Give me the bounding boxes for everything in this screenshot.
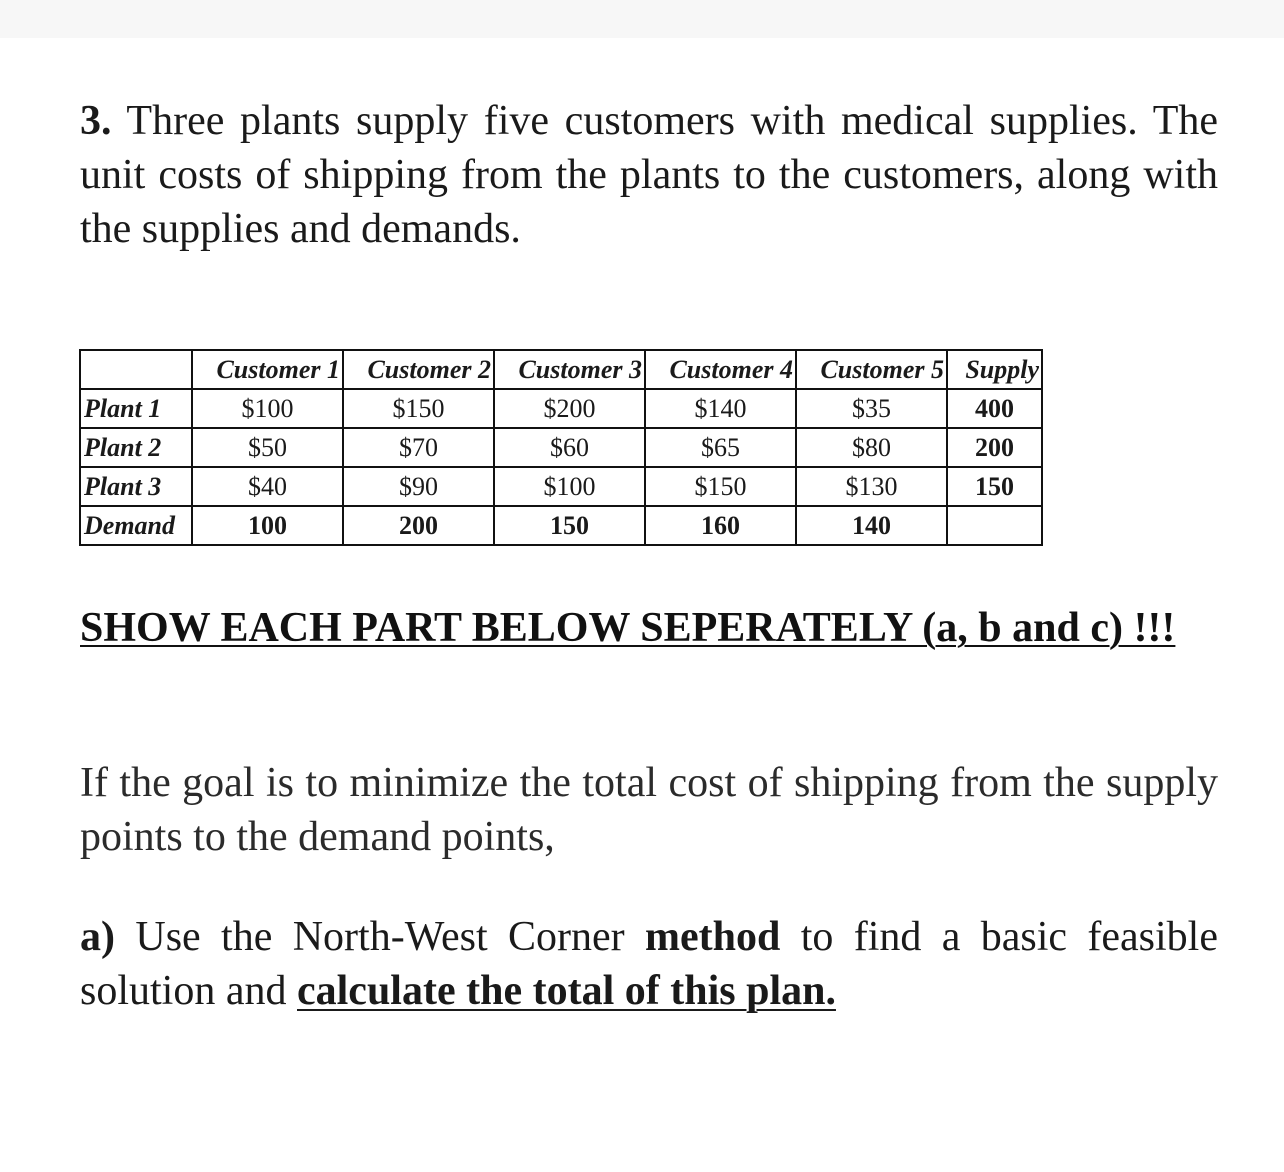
demand-cell: 200 [343,506,494,545]
cost-cell: $150 [645,467,796,506]
table-row [80,428,1042,467]
cost-cell: $130 [796,467,947,506]
part-a-text-2: to find a basic feasible solution and [80,914,1218,1014]
part-a-text-1: Use the North-West Corner [115,914,645,960]
part-a-method-word: method [644,914,781,960]
cost-cell: $65 [645,428,796,467]
demand-cell: 160 [645,506,796,545]
show-each-part-heading: SHOW EACH PART BELOW SEPERATELY (a, b and c) !!! [80,605,1176,651]
goal-paragraph: If the goal is to minimize the total cost of shipping from the supply points to the demand points, [80,760,1218,860]
shipping-cost-table [79,349,1043,546]
table-header-row [80,350,1042,389]
header-cell: Customer 4 [645,350,796,389]
intro-text: Three plants supply five customers with medical supplies. The unit costs of shipping from the plants to the customers, along with the supplies and demands. [80,98,1218,252]
table-row [80,389,1042,428]
row-label: Plant 1 [80,389,192,428]
cost-cell: $150 [343,389,494,428]
supply-cell: 200 [947,428,1042,467]
question-number: 3. [80,98,112,144]
demand-supply-empty-cell [947,506,1042,545]
part-a-label: a) [80,914,115,960]
cost-cell: $200 [494,389,645,428]
row-label: Plant 2 [80,428,192,467]
supply-cell: 400 [947,389,1042,428]
header-cell: Customer 3 [494,350,645,389]
row-label: Plant 3 [80,467,192,506]
table-row [80,467,1042,506]
part-a-paragraph [80,910,1218,1018]
header-cell-empty [80,350,192,389]
cost-cell: $40 [192,467,343,506]
cost-cell: $70 [343,428,494,467]
intro-paragraph [80,94,1218,256]
header-cell-supply: Supply [947,350,1042,389]
cost-cell: $35 [796,389,947,428]
row-label: Demand [80,506,192,545]
header-cell: Customer 5 [796,350,947,389]
cost-cell: $60 [494,428,645,467]
demand-cell: 100 [192,506,343,545]
cost-cell: $100 [192,389,343,428]
cost-cell: $90 [343,467,494,506]
cost-cell: $140 [645,389,796,428]
cost-cell: $50 [192,428,343,467]
demand-cell: 140 [796,506,947,545]
demand-row [80,506,1042,545]
header-cell: Customer 1 [192,350,343,389]
cost-cell: $80 [796,428,947,467]
cost-cell: $100 [494,467,645,506]
header-cell: Customer 2 [343,350,494,389]
part-a-calculate-phrase: calculate the total of this plan. [297,968,836,1014]
top-band [0,0,1284,38]
supply-cell: 150 [947,467,1042,506]
demand-cell: 150 [494,506,645,545]
